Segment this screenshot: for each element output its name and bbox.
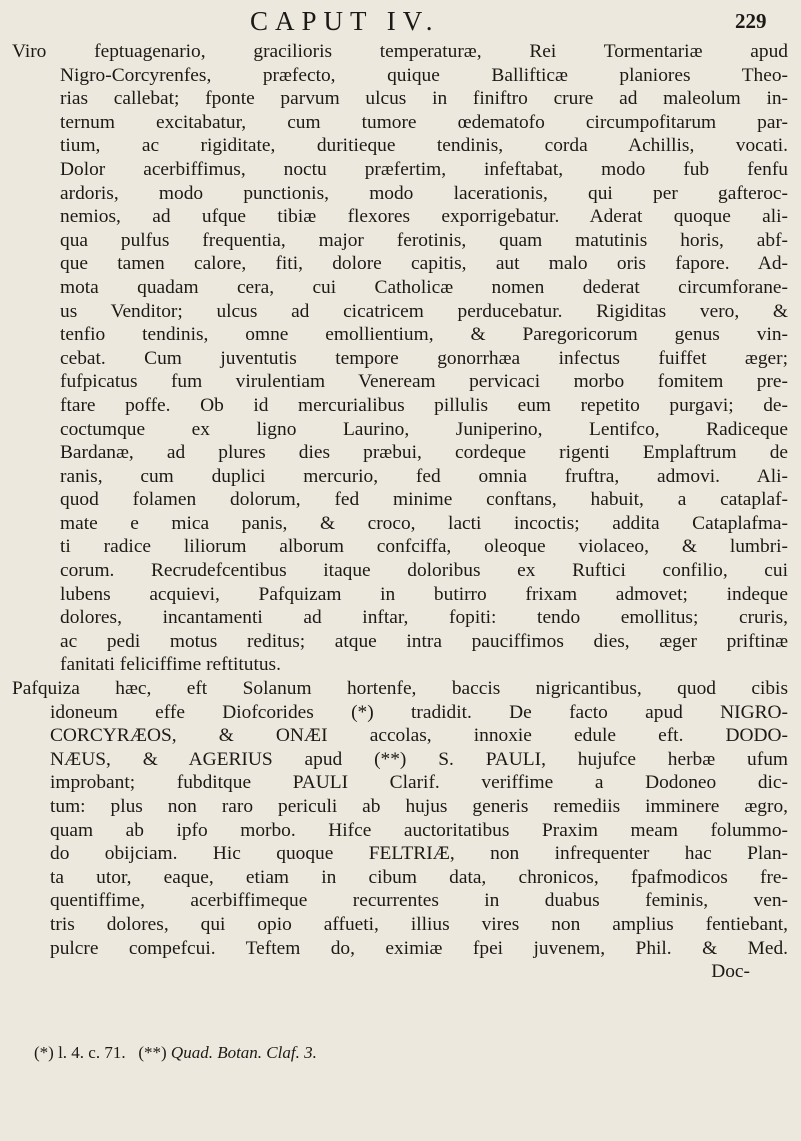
text-line: us Venditor; ulcus ad cicatricem perducebatur. Rigiditas vero, & <box>60 300 788 322</box>
footnote-2-marker: (**) <box>138 1043 167 1062</box>
text-line: ac pedi motus reditus; atque intra pauciffimos dies, æger priftinæ <box>60 630 788 652</box>
text-line: NÆUS, & AGERIUS apud (**) S. PAULI, hujufce herbæ ufum <box>50 748 788 770</box>
text-line: mota quadam cera, cui Catholicæ nomen dederat circumforane- <box>60 276 788 298</box>
footnote-2-text: Quad. Botan. Claf. 3. <box>170 1043 317 1062</box>
footnote <box>34 1043 317 1063</box>
text-line: Viro feptuagenario, gracilioris temperaturæ, Rei Tormentariæ apud <box>12 41 788 62</box>
text-line: quam ab ipfo morbo. Hifce auctoritatibus Praxim meam folummo- <box>50 819 788 841</box>
text-line: lubens acquievi, Pafquizam in butirro frixam admovet; indeque <box>60 583 788 605</box>
text-line: ardoris, modo punctionis, modo lacerationis, qui per gafteroc- <box>60 182 788 204</box>
text-line: ranis, cum duplici mercurio, fed omnia fruftra, admovi. Ali- <box>60 465 788 487</box>
text-line: tris dolores, qui opio affueti, illius vires non amplius fentiebant, <box>50 913 788 935</box>
text-line: idoneum effe Diofcorides (*) tradidit. De facto apud NIGRO- <box>50 701 788 723</box>
text-line: Nigro-Corcyrenfes, præfecto, quique Ballifticæ planiores Theo- <box>60 64 788 86</box>
text-line: Doc- <box>711 961 750 983</box>
text-line: Pafquiza hæc, eft Solanum hortenfe, baccis nigricantibus, quod cibis <box>12 678 788 700</box>
text-line: rias callebat; fponte parvum ulcus in finiftro crure ad maleolum in- <box>60 88 788 110</box>
text-line: nemios, ad ufque tibiæ flexores exporrigebatur. Aderat quoque ali- <box>60 206 788 228</box>
text-line: ta utor, eaque, etiam in cibum data, chronicos, fpafmodicos fre- <box>50 866 788 888</box>
text-line: improbant; fubditque PAULI Clarif. veriffime a Dodoneo dic- <box>50 772 788 794</box>
text-line: pulcre compefcui. Teftem do, eximiæ fpei juvenem, Phil. & Med. <box>50 937 788 959</box>
text-line: coctumque ex ligno Laurino, Juniperino, Lentifco, Radiceque <box>60 418 788 440</box>
text-line: cebat. Cum juventutis tempore gonorrhæa infectus fuiffet æger; <box>60 347 788 369</box>
text-line: CORCYRÆOS, & ONÆI accolas, innoxie edule eft. DODO- <box>50 725 788 747</box>
chapter-title: CAPUT IV. <box>250 6 440 36</box>
text-line: fufpicatus fum virulentiam Veneream pervicaci morbo fomitem pre- <box>60 371 788 393</box>
text-line: qua pulfus frequentia, major ferotinis, quam matutinis horis, abf- <box>60 229 788 251</box>
text-line: tium, ac rigiditate, duritieque tendinis, corda Achillis, vocati. <box>60 135 788 157</box>
body-text <box>12 40 788 984</box>
text-line: ftare poffe. Ob id mercurialibus pillulis eum repetito purgavi; de- <box>60 394 788 416</box>
text-line: ti radice liliorum alborum confciffa, oleoque violaceo, & lumbri- <box>60 536 788 558</box>
text-line: Dolor acerbiffimus, noctu præfertim, infeftabat, modo fub fenfu <box>60 158 788 180</box>
text-line: quentiffime, acerbiffimeque recurrentes in duabus feminis, ven- <box>50 890 788 912</box>
running-header <box>0 4 801 36</box>
text-line: do obijciam. Hic quoque FELTRIÆ, non infrequenter hac Plan- <box>50 843 788 865</box>
text-line: tum: plus non raro periculi ab hujus generis remediis imminere ægro, <box>50 796 788 817</box>
footnote-1: (*) l. 4. c. 71. <box>34 1043 126 1062</box>
text-line: quod folamen dolorum, fed minime conftans, habuit, a cataplaf- <box>60 489 788 511</box>
text-line: Bardanæ, ad plures dies præbui, cordeque rigenti Emplaftrum de <box>60 442 788 464</box>
text-line: ternum excitabatur, cum tumore œdematofo circumpofitarum par- <box>60 111 788 133</box>
text-line: dolores, incantamenti ad inftar, fopiti: tendo emollitus; cruris, <box>60 607 788 629</box>
text-line: tenfio tendinis, omne emollientium, & Paregoricorum genus vin- <box>60 324 788 346</box>
text-line: fanitati feliciffime reftitutus. <box>60 654 281 676</box>
text-line: corum. Recrudefcentibus itaque doloribus ex Ruftici confilio, cui <box>60 560 788 582</box>
page-number: 229 <box>735 9 767 33</box>
text-line: mate e mica panis, & croco, lacti incoctis; addita Cataplafma- <box>60 512 788 534</box>
text-line: que tamen calore, fiti, dolore capitis, aut malo oris fapore. Ad- <box>60 253 788 275</box>
